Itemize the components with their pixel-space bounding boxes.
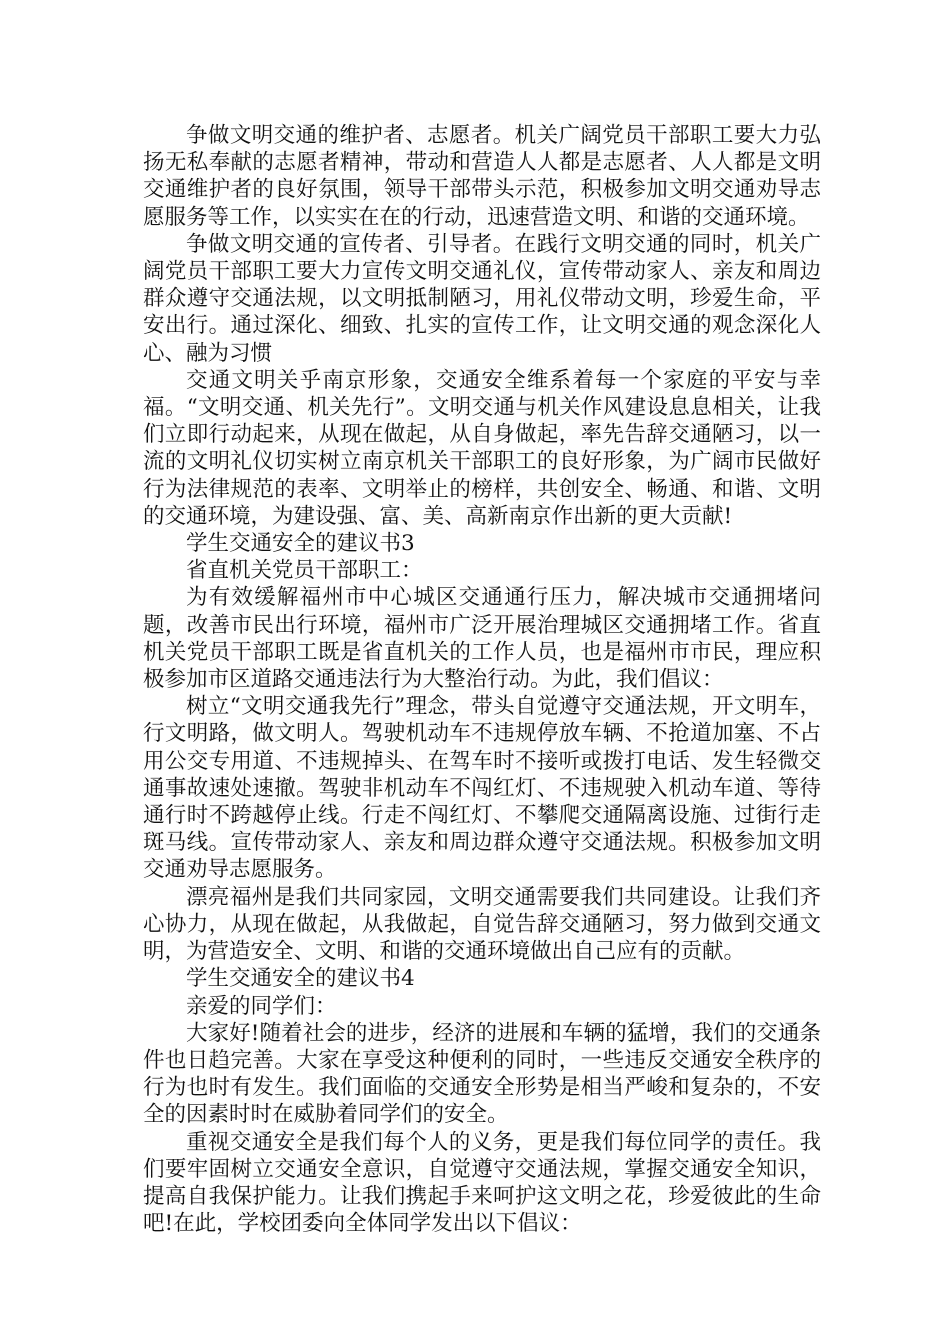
paragraph-publicity: 争做文明交通的宣传者、引导者。在践行文明交通的同时，机关广阔党员干部职工要大力宣传文明交通礼仪，宣传带动家人、亲友和周边群众遵守交通法规，以文明抵制陋习，用礼仪带动文明，珍爱生命，平安出行。通过深化、细致、扎实的宣传工作，让文明交通的观念深化人心、融为习惯 [143,231,821,366]
document-body [143,122,821,1237]
salutation-students: 亲爱的同学们： [186,993,337,1019]
paragraph-fuzhou-home: 漂亮福州是我们共同家园，文明交通需要我们共同建设。让我们齐心协力，从现在做起，从我做起，自觉告辞交通陋习，努力做到交通文明，为营造安全、文明、和谐的交通环境做出自己应有的贡献。 [143,884,821,965]
paragraph-nanjing-image: 交通文明关乎南京形象，交通安全维系着每一个家庭的平安与幸福。“文明交通、机关先行”。文明交通与机关作风建设息息相关，让我们立即行动起来，从现在做起，从自身做起，率先告辞交通陋习，以一流的文明礼仪切实树立南京机关干部职工的良好形象，为广阔市民做好行为法律规范的表率、文明举止的榜样，共创安全、畅通、和谐、文明的交通环境，为建设强、富、美、高新南京作出新的更大贡献! [143,367,821,529]
paragraph-civilized-driving: 树立“文明交通我先行”理念，带头自觉遵守交通法规，开文明车，行文明路，做文明人。驾驶机动车不违规停放车辆、不抢道加塞、不占用公交专用道、不违规掉头、在驾车时不接听或拨打电话、发生轻微交通事故速处速撤。驾驶非机动车不闯红灯、不违规驶入机动车道、等待通行时不跨越停止线。行走不闯红灯、不攀爬交通隔离设施、过街行走斑马线。宣传带动家人、亲友和周边群众遵守交通法规。积极参加文明交通劝导志愿服务。 [143,694,821,883]
paragraph-greeting: 大家好!随着社会的进步，经济的进展和车辆的猛增，我们的交通条件也日趋完善。大家在享受这种便利的同时，一些违反交通安全秩序的行为也时有发生。我们面临的交通安全形势是相当严峻和复杂的，不安全的因素时时在威胁着同学们的安全。 [143,1020,821,1128]
salutation-provincial-staff: 省直机关党员干部职工： [186,558,423,584]
section-heading-3: 学生交通安全的建议书3 [186,531,415,557]
paragraph-fuzhou-congestion: 为有效缓解福州市中心城区交通通行压力，解决城市交通拥堵问题，改善市民出行环境，福州市广泛开展治理城区交通拥堵工作。省直机关党员干部职工既是省直机关的工作人员，也是福州市市民，理应积极参加市区道路交通违法行为大整治行动。为此，我们倡议： [143,585,821,693]
section-heading-4: 学生交通安全的建议书4 [186,966,415,992]
paragraph-volunteer: 争做文明交通的维护者、志愿者。机关广阔党员干部职工要大力弘扬无私奉献的志愿者精神，带动和营造人人都是志愿者、人人都是文明交通维护者的良好氛围，领导干部带头示范，积极参加文明交通劝导志愿服务等工作，以实实在在的行动，迅速营造文明、和谐的交通环境。 [143,123,821,230]
paragraph-responsibility: 重视交通安全是我们每个人的义务，更是我们每位同学的责任。我们要牢固树立交通安全意识，自觉遵守交通法规，掌握交通安全知识，提高自我保护能力。让我们携起手来呵护这文明之花，珍爱彼此的生命吧!在此，学校团委向全体同学发出以下倡议： [143,1129,821,1237]
